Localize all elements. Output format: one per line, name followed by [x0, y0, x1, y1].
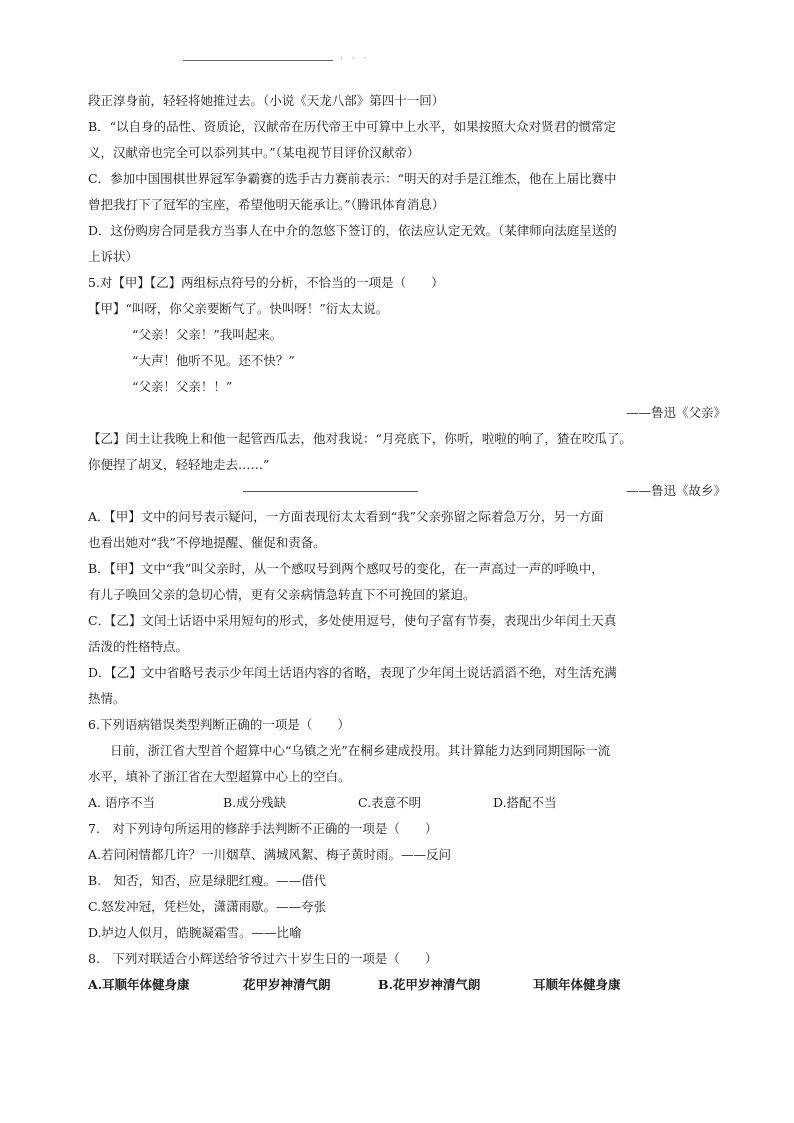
q4-option-b-cont: 义，汉献帝也完全可以忝列其中。”（某电视节目评价汉献帝） [88, 145, 420, 160]
q4-option-b: B．“以自身的品性、资质论，汉献帝在历代帝王中可算中上水平，如果按照大众对贤君的惯常定 [88, 119, 617, 134]
q6-options [88, 790, 728, 816]
q7-option-a: A.若问闲情都几许？一川烟草、满城风絮、梅子黄时雨。——反问 [88, 847, 452, 862]
q5-option-c: C．【乙】文闰土话语中采用短句的形式，多处使用逗号，使句子富有节奏，表现出少年闰土天真 [88, 613, 617, 628]
q5-option-b: B．【甲】文中“我”叫父亲时，从一个感叹号到两个感叹号的变化，在一声高过一声的呼唤中， [88, 561, 604, 576]
q5-yi-line2: 你便捏了胡叉，轻轻地走去……” [88, 457, 270, 472]
q5-yi-source: ——鲁迅《故乡》 [625, 483, 726, 498]
q5-yi-source-row [88, 478, 728, 504]
q6-stem: 6.下列语病错误类型判断正确的一项是（ ） [88, 717, 350, 732]
q5-option-c-cont: 活泼的性格特点。 [88, 639, 189, 654]
separator-rule [243, 491, 418, 492]
q7-option-c: C.怒发冲冠，凭栏处，潇潇雨歇。——夸张 [88, 899, 327, 914]
q5-option-d-cont: 热情。 [88, 691, 126, 706]
header-fragment: · · · [340, 54, 370, 64]
q8-stem: 8. 下列对联适合小辉送给爷爷过六十岁生日的一项是（ ） [88, 951, 438, 966]
exam-content [88, 88, 728, 998]
q4-option-c-cont: 曾把我打下了冠军的宝座，希望他明天能承让。”（腾讯体育消息） [88, 197, 445, 212]
q7-stem: 7. 对下列诗句所运用的修辞手法判断不正确的一项是（ ） [88, 821, 438, 836]
header-rule [183, 60, 333, 61]
q6-option-d: D.搭配不当 [493, 795, 557, 810]
q4-option-d-cont: 上诉状） [88, 249, 139, 264]
q5-jia-line3: “大声！他听不见。还不快？” [132, 353, 295, 368]
q5-jia-line4: “父亲！父亲！！” [132, 379, 233, 394]
q8-option-b-line2: 耳顺年体健身康 [533, 977, 621, 992]
q4-option-d: D．这份购房合同是我方当事人在中介的忽悠下签订的，依法应认定无效。（某律师向法庭呈送的 [88, 223, 617, 238]
q7-option-b: B. 知否，知否，应是绿肥红瘦。——借代 [88, 873, 327, 888]
q6-option-c: C.表意不明 [358, 795, 422, 810]
q5-jia-line2: “父亲！父亲！”我叫起来。 [132, 327, 283, 342]
q8-option-a-line1: A.耳顺年体健身康 [88, 977, 190, 992]
q5-stem: 5.对【甲】【乙】两组标点符号的分析，不恰当的一项是（ ） [88, 275, 444, 290]
q6-passage-line2: 水平，填补了浙江省在大型超算中心上的空白。 [88, 769, 351, 784]
q6-option-a: A. 语序不当 [88, 795, 155, 810]
q6-passage-line1: 日前，浙江省大型首个超算中心“乌镇之光”在桐乡建成投用。其计算能力达到同期国际一流 [110, 743, 611, 758]
q5-jia-source: ——鲁迅《父亲》 [625, 405, 726, 420]
q4-option-a-cont: 段正淳身前，轻轻将她推过去。（小说《天龙八部》第四十一回） [88, 93, 445, 108]
q5-option-b-cont: 有儿子唤回父亲的急切心情，更有父亲病情急转直下不可挽回的紧迫。 [88, 587, 476, 602]
q6-option-b: B.成分残缺 [223, 795, 287, 810]
q7-option-d: D.垆边人似月，皓腕凝霜雪。——比喻 [88, 925, 302, 940]
q5-option-a-cont: 也看出她对“我”不停地提醒、催促和责备。 [88, 535, 326, 550]
q5-jia-line1: 【甲】“叫呀，你父亲要断气了。快叫呀！”衍太太说。 [88, 301, 389, 316]
q5-option-d: D．【乙】文中省略号表示少年闰土话语内容的省略，表现了少年闰土说话滔滔不绝，对生活充满 [88, 665, 617, 680]
q8-option-b-line1: B.花甲岁神清气朗 [378, 977, 481, 992]
q4-option-c: C．参加中国围棋世界冠军争霸赛的选手古力赛前表示：“明天的对手是江维杰，他在上届比赛中 [88, 171, 617, 186]
q5-yi-line1: 【乙】闰土让我晚上和他一起管西瓜去，他对我说：“月亮底下，你听，啦啦的响了，猹在咬瓜了。 [88, 431, 632, 446]
q8-options [88, 972, 728, 998]
q5-option-a: A．【甲】文中的问号表示疑问，一方面表现衍太太看到“我”父亲弥留之际着急万分，另一方面 [88, 509, 604, 524]
q8-option-a-line2: 花甲岁神清气朗 [243, 977, 331, 992]
